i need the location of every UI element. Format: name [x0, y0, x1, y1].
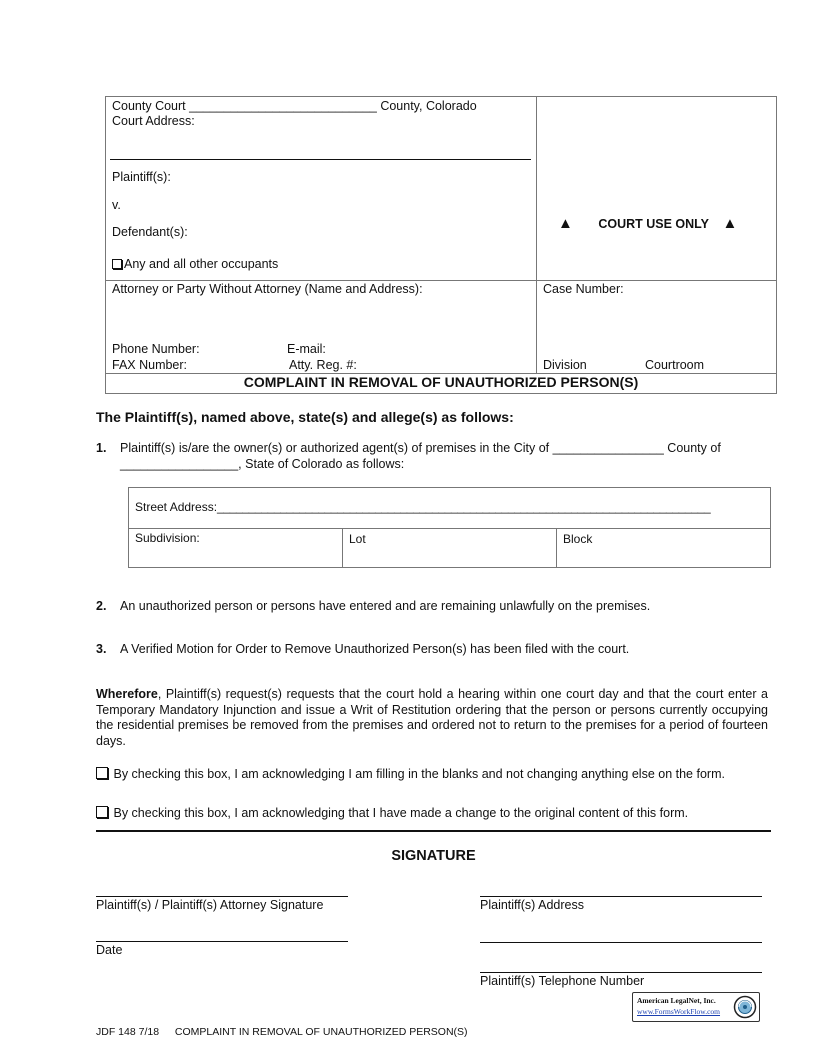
triangle-up-icon: ▲	[558, 215, 573, 232]
caption-divider-vertical	[536, 96, 537, 373]
county-court-label: County Court	[112, 99, 186, 113]
wherefore-text: , Plaintiff(s) request(s) requests that the court hold a hearing within one court day and that the court enter a Temporary Mandatory Injunction and issue a Writ of Restitution ordering that the person or persons currently occupying the residential premises be removed from the premises and ordered not to return to the premises for a period of fourteen days.	[96, 687, 768, 748]
logo-globe-icon	[733, 995, 757, 1019]
item1-line2: _________________, State of Colorado as follows:	[120, 457, 405, 471]
case-number-label: Case Number:	[543, 282, 624, 296]
phone-label: Phone Number:	[112, 342, 200, 356]
intro-text: The Plaintiff(s), named above, state(s) and allege(s) as follows:	[96, 409, 514, 425]
footer-title: COMPLAINT IN REMOVAL OF UNAUTHORIZED PERSON(S)	[174, 1026, 468, 1038]
caption-box	[105, 96, 777, 394]
logo-company-name: American LegalNet, Inc.	[637, 996, 716, 1005]
address-line-2[interactable]	[480, 942, 762, 943]
subdivision-label: Subdivision:	[135, 531, 200, 545]
footer	[96, 1026, 468, 1038]
item2-number: 2.	[96, 599, 107, 613]
county-court-blank[interactable]: ___________________________	[189, 99, 377, 113]
court-address-label: Court Address:	[112, 114, 195, 128]
form-title: COMPLAINT IN REMOVAL OF UNAUTHORIZED PERSON(S)	[243, 374, 639, 390]
caption-divider-horizontal	[105, 280, 777, 281]
fax-label: FAX Number:	[112, 358, 188, 372]
other-occupants-checkbox[interactable]	[112, 259, 122, 269]
wherefore-lead: Wherefore	[96, 687, 158, 701]
premises-table-col-divider	[342, 528, 343, 568]
courtroom-label: Courtroom	[645, 358, 705, 372]
attorney-signature-label: Plaintiff(s) / Plaintiff(s) Attorney Signature	[96, 898, 324, 912]
ack-changed-content	[96, 805, 768, 821]
section-divider	[96, 830, 771, 832]
street-address-label: Street Address:	[135, 500, 218, 514]
item1-number: 1.	[96, 441, 107, 455]
county-colorado-label: County, Colorado	[380, 99, 477, 113]
plaintiffs-label: Plaintiff(s):	[112, 170, 171, 184]
telephone-line[interactable]	[480, 972, 762, 973]
wherefore-paragraph	[96, 687, 768, 749]
ack-filling-blanks	[96, 766, 768, 782]
other-occupants-line	[112, 257, 278, 271]
street-address-field[interactable]	[135, 500, 710, 514]
county-court-line	[112, 99, 477, 113]
ack-filling-blanks-text: By checking this box, I am acknowledging I am filling in the blanks and not changing anything else on the form.	[113, 767, 725, 781]
item3-text: A Verified Motion for Order to Remove Unauthorized Person(s) has been filed with the court.	[120, 642, 630, 656]
triangle-up-icon: ▲	[722, 215, 738, 232]
date-label: Date	[96, 943, 123, 957]
item3-number: 3.	[96, 642, 107, 656]
atty-reg-label: Atty. Reg. #:	[289, 358, 357, 372]
legalnet-logo[interactable]	[632, 992, 760, 1022]
date-line[interactable]	[96, 941, 348, 942]
ack-changed-content-checkbox[interactable]	[96, 806, 108, 818]
attorney-label: Attorney or Party Without Attorney (Name and Address):	[112, 282, 423, 296]
address-line[interactable]	[480, 896, 762, 897]
footer-form-id: JDF 148 7/18	[96, 1026, 160, 1038]
ack-filling-blanks-checkbox[interactable]	[96, 767, 108, 779]
court-use-only-label: COURT USE ONLY	[598, 217, 710, 231]
versus-label: v.	[112, 198, 121, 212]
ack-changed-content-text: By checking this box, I am acknowledging that I have made a change to the original content of this form.	[113, 806, 689, 820]
address-label: Plaintiff(s) Address	[480, 898, 584, 912]
attorney-signature-line[interactable]	[96, 896, 348, 897]
premises-table-row-divider	[128, 528, 771, 529]
street-address-blank[interactable]: ______________________________________________________________________________	[217, 500, 711, 514]
block-label: Block	[563, 532, 593, 546]
item1-line1: Plaintiff(s) is/are the owner(s) or authorized agent(s) of premises in the City of ________________ County of	[120, 441, 721, 455]
other-occupants-label: Any and all other occupants	[124, 257, 279, 271]
division-label: Division	[543, 358, 587, 372]
premises-table-col-divider	[556, 528, 557, 568]
logo-url[interactable]: www.FormsWorkFlow.com	[637, 1007, 721, 1016]
court-address-line[interactable]	[110, 159, 531, 160]
signature-heading: SIGNATURE	[391, 848, 476, 864]
court-use-only	[558, 216, 737, 231]
telephone-label: Plaintiff(s) Telephone Number	[480, 974, 645, 988]
item2-text: An unauthorized person or persons have entered and are remaining unlawfully on the premises.	[120, 599, 651, 613]
email-label: E-mail:	[287, 342, 326, 356]
lot-label: Lot	[349, 532, 366, 546]
defendants-label: Defendant(s):	[112, 225, 188, 239]
